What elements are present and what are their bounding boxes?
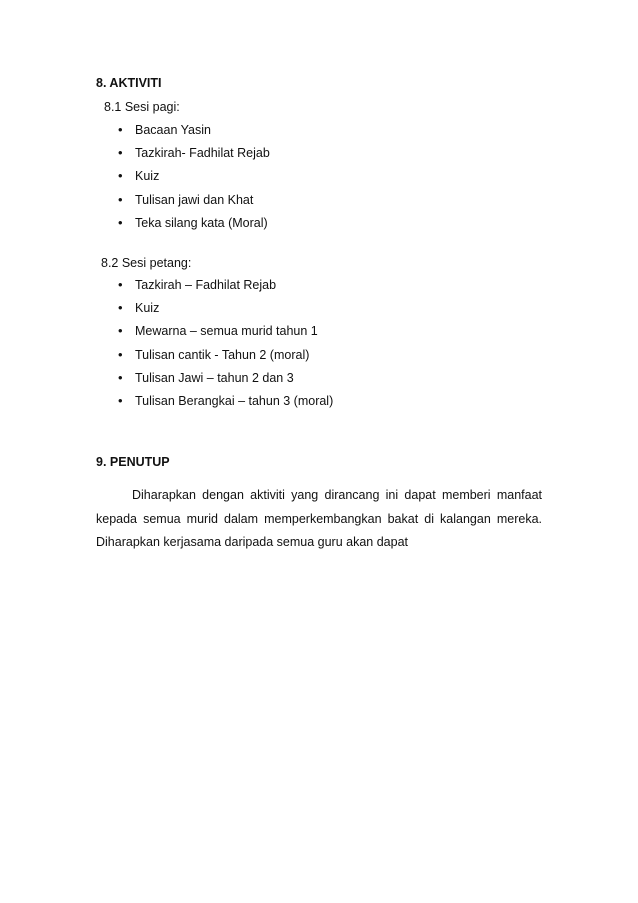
section-9-heading: 9. PENUTUP xyxy=(96,455,170,469)
bullet-icon: • xyxy=(118,145,123,161)
closing-paragraph: Diharapkan dengan aktiviti yang dirancang ini dapat memberi manfaat kepada semua murid dalam memperkembangkan bakat di kalangan mereka. Diharapkan kerjasama daripada semua guru akan dapat xyxy=(96,488,542,549)
list-item-text: Tulisan Jawi – tahun 2 dan 3 xyxy=(135,370,294,385)
list-item-text: Tulisan jawi dan Khat xyxy=(135,192,254,207)
list-item-text: Teka silang kata (Moral) xyxy=(135,215,268,230)
afternoon-session-title: 8.2 Sesi petang: xyxy=(101,256,192,270)
list-item-text: Tazkirah- Fadhilat Rejab xyxy=(135,146,270,161)
list-item-text: Tazkirah – Fadhilat Rejab xyxy=(135,278,277,292)
bullet-icon: • xyxy=(118,392,123,408)
list-item-text: Tulisan Berangkai – tahun 3 (moral) xyxy=(135,393,334,408)
bullet-icon: • xyxy=(118,168,123,184)
list-item-text: Kuiz xyxy=(135,169,160,184)
list-item-text: Tulisan cantik - Tahun 2 (moral) xyxy=(135,347,310,362)
list-item-text: Kuiz xyxy=(135,301,160,316)
section-8-heading: 8. AKTIVITI xyxy=(96,76,162,90)
bullet-icon: • xyxy=(118,300,123,316)
morning-session-title: 8.1 Sesi pagi: xyxy=(104,100,180,114)
bullet-icon: • xyxy=(118,214,123,230)
bullet-icon: • xyxy=(118,277,123,292)
bullet-icon: • xyxy=(118,191,123,207)
list-item-text: Mewarna – semua murid tahun 1 xyxy=(135,324,318,339)
bullet-icon: • xyxy=(118,122,123,137)
bullet-icon: • xyxy=(118,369,123,385)
list-item-text: Bacaan Yasin xyxy=(135,123,211,137)
bullet-icon: • xyxy=(118,323,123,339)
bullet-icon: • xyxy=(118,346,123,362)
